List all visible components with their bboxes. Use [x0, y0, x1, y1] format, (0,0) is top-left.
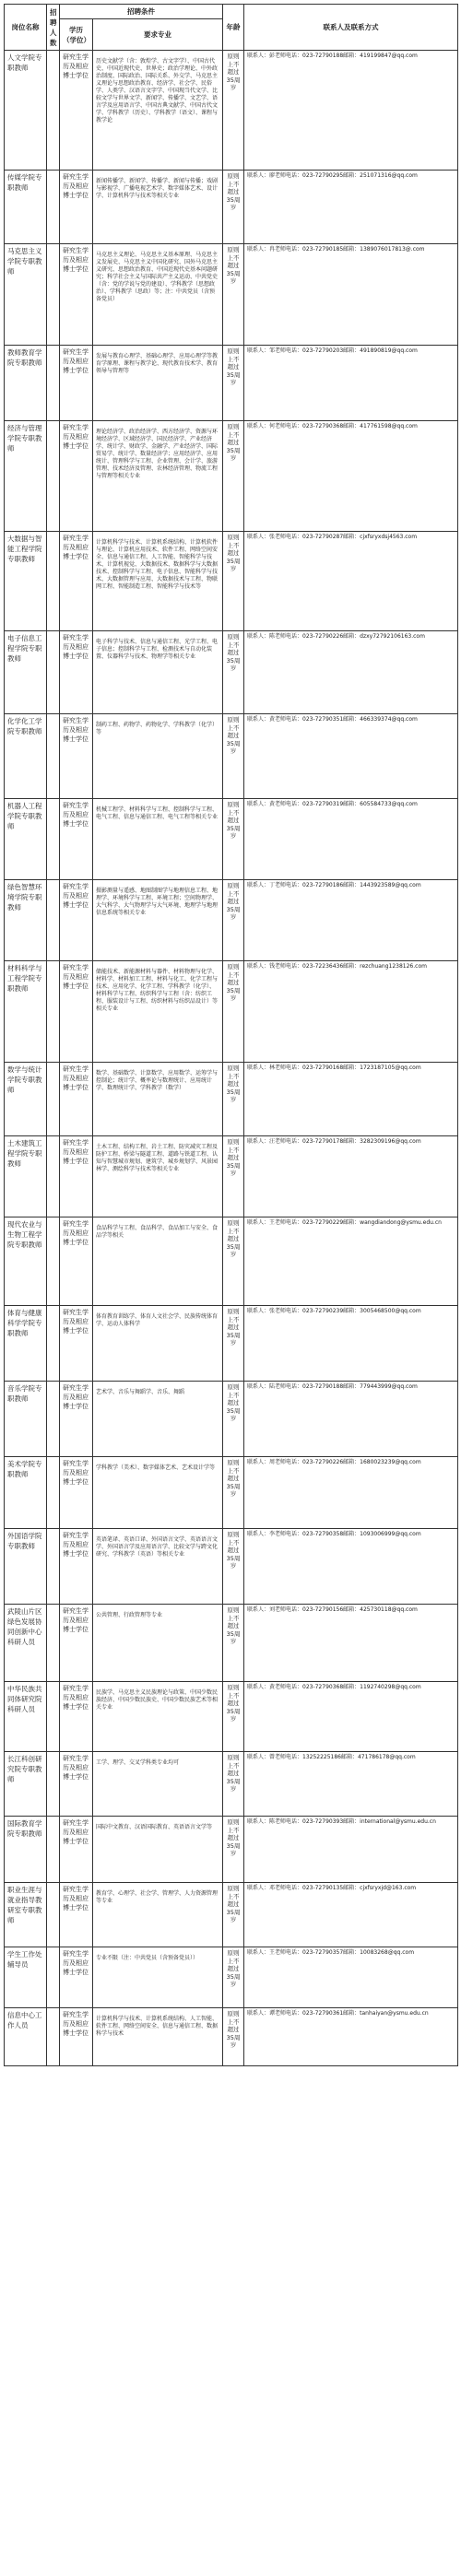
- table-row: [5, 346, 458, 421]
- header-contact: 联系人及联系方式: [244, 5, 458, 51]
- count-cell: [47, 1817, 60, 1883]
- header-conditions: 招聘条件: [60, 5, 223, 19]
- table-row: [5, 1605, 458, 1682]
- table-row: [5, 1382, 458, 1457]
- education-cell: 研究生学历及相应博士学位: [60, 714, 93, 799]
- major-cell: [93, 1752, 223, 1817]
- major-text: 新闻传播学、新闻学、传播学、新闻与传播；戏剧与影视学、广播电视艺术学、数字媒体艺术、设计学、计算机科学与技术等相关专业: [96, 178, 219, 199]
- contact-cell: 联系人：王老师电话：023-72790229邮箱：wangdiandong@ysmu.edu.cn: [244, 1217, 458, 1306]
- position-cell: 信息中心工作人员: [5, 2008, 47, 2066]
- count-cell: [47, 1382, 60, 1457]
- major-text: 公共管理、行政管理等专业: [96, 1612, 163, 1618]
- major-text: 艺术学、音乐与舞蹈学、音乐、舞蹈: [96, 1389, 185, 1395]
- age-cell: 原则上不超过35周岁: [223, 880, 244, 961]
- age-cell: 原则上不超过35周岁: [223, 346, 244, 421]
- major-text: 教育学、心理学、社会学、管理学、人力资源管理等专业: [96, 1890, 219, 1904]
- major-text: 专业不限（注：中共党员（含预备党员））: [96, 1955, 199, 1961]
- education-cell: 研究生学历及相应博士学位: [60, 1883, 93, 1947]
- position-cell: 机器人工程学院专职教师: [5, 799, 47, 880]
- contact-cell: 联系人：陈老师电话：023-72790226邮箱：dzxy72792106163.com: [244, 631, 458, 714]
- major-text: 体育教育训练学、体育人文社会学、民族传统体育学、运动人体科学: [96, 1313, 219, 1327]
- education-cell: 研究生学历及相应博士学位: [60, 1605, 93, 1682]
- position-cell: 电子信息工程学院专职教师: [5, 631, 47, 714]
- position-cell: 经济与管理学院专职教师: [5, 421, 47, 532]
- count-cell: [47, 714, 60, 799]
- count-cell: [47, 2008, 60, 2066]
- table-row: [5, 532, 458, 631]
- table-body: [5, 51, 458, 2066]
- table-row: [5, 1883, 458, 1947]
- count-cell: [47, 1136, 60, 1217]
- table-row: [5, 961, 458, 1063]
- major-cell: [93, 799, 223, 880]
- recruitment-table: [4, 4, 458, 2066]
- position-cell: 中华民族共同体研究院科研人员: [5, 1682, 47, 1752]
- contact-cell: 联系人：黄老师电话：023-72790351邮箱：466339374@qq.com: [244, 714, 458, 799]
- education-cell: 研究生学历及相应博士学位: [60, 1382, 93, 1457]
- position-cell: 化学化工学院专职教师: [5, 714, 47, 799]
- contact-cell: 联系人：黄老师电话：023-72790368邮箱：1192740298@qq.com: [244, 1682, 458, 1752]
- contact-cell: 联系人：何老师电话：023-72790368邮箱：417761598@qq.com: [244, 421, 458, 532]
- position-cell: 外国语学院专职教师: [5, 1529, 47, 1605]
- contact-cell: 联系人：曾老师电话：13252225186邮箱：471786178@qq.com: [244, 1752, 458, 1817]
- age-cell: 原则上不超过35周岁: [223, 1947, 244, 2008]
- major-cell: [93, 631, 223, 714]
- education-cell: 研究生学历及相应博士学位: [60, 244, 93, 346]
- major-cell: [93, 532, 223, 631]
- count-cell: [47, 799, 60, 880]
- contact-cell: 联系人：汪老师电话：023-72790178邮箱：3282309196@qq.com: [244, 1136, 458, 1217]
- major-text: 储能技术、新能源材料与器件、材料物理与化学、材料学、材料加工工程、材料与化工、化学工程与技术、应用化学、化学工程、学科教学（化学）、材料科学与工程、纺织科学与工程（含：纺织工程、服装设计与工程、纺织材料与纺织品设计）等相关专业: [96, 969, 219, 1012]
- major-text: 计算机科学与技术、计算机系统结构、人工智能、软件工程、网络空间安全、信息与通信工程、数据科学与技术: [96, 2016, 219, 2037]
- major-cell: [93, 1457, 223, 1529]
- major-cell: [93, 51, 223, 171]
- count-cell: [47, 631, 60, 714]
- count-cell: [47, 1947, 60, 2008]
- position-cell: 现代农业与生物工程学院专职教师: [5, 1217, 47, 1306]
- header-major: 要求专业: [93, 19, 223, 51]
- education-cell: 研究生学历及相应博士学位: [60, 1136, 93, 1217]
- table-row: [5, 1063, 458, 1136]
- table-row: [5, 1529, 458, 1605]
- major-cell: [93, 1306, 223, 1382]
- position-cell: 土木建筑工程学院专职教师: [5, 1136, 47, 1217]
- header-count: 招聘人数: [47, 5, 60, 51]
- age-cell: 原则上不超过35周岁: [223, 1217, 244, 1306]
- age-cell: 原则上不超过35周岁: [223, 1382, 244, 1457]
- contact-cell: 联系人：王老师电话：023-72790357邮箱：10083268@qq.com: [244, 1947, 458, 2008]
- position-cell: 绿色智慧环境学院专职教师: [5, 880, 47, 961]
- education-cell: 研究生学历及相应博士学位: [60, 346, 93, 421]
- table-row: [5, 51, 458, 171]
- major-text: 理论经济学、政治经济学、西方经济学、资源与环境经济学、区域经济学、国民经济学、产业经济学、统计学、财政学、金融学、产业经济学、国际贸易学、统计学、数量经济学；应用经济学、应用统计、管理科学与工程、企业管理、会计学、旅游管理、技术经济及管理、农林经济管理、物流工程与管理等相关专业: [96, 429, 219, 479]
- position-cell: 音乐学院专职教师: [5, 1382, 47, 1457]
- table-row: [5, 880, 458, 961]
- table-row: [5, 1306, 458, 1382]
- age-cell: 原则上不超过35周岁: [223, 1605, 244, 1682]
- count-cell: [47, 1457, 60, 1529]
- contact-cell: 联系人：张老师电话：023-72790287邮箱：cjxfsryxdsj4563.com: [244, 532, 458, 631]
- major-text: 数学、基础数学、计算数学、应用数学、运筹学与控制论；统计学、概率论与数理统计、应用统计学、数理统计学、学科教学（数学）: [96, 1070, 219, 1091]
- table-row: [5, 631, 458, 714]
- major-cell: [93, 1883, 223, 1947]
- major-cell: [93, 1063, 223, 1136]
- age-cell: 原则上不超过35周岁: [223, 714, 244, 799]
- position-cell: 人文学院专职教师: [5, 51, 47, 171]
- position-cell: 学生工作处辅导员: [5, 1947, 47, 2008]
- count-cell: [47, 346, 60, 421]
- major-cell: [93, 714, 223, 799]
- table-row: [5, 1947, 458, 2008]
- table-row: [5, 1136, 458, 1217]
- major-cell: [93, 1947, 223, 2008]
- major-cell: [93, 880, 223, 961]
- education-cell: 研究生学历及相应博士学位: [60, 1457, 93, 1529]
- count-cell: [47, 1605, 60, 1682]
- table-row: [5, 1682, 458, 1752]
- table-row: [5, 244, 458, 346]
- education-cell: 研究生学历及相应博士学位: [60, 171, 93, 244]
- contact-cell: 联系人：彭老师电话：023-72790188邮箱：419199847@qq.com: [244, 51, 458, 171]
- contact-cell: 联系人：李老师电话：023-72790358邮箱：1093006999@qq.com: [244, 1529, 458, 1605]
- table-row: [5, 799, 458, 880]
- table-row: [5, 1817, 458, 1883]
- contact-cell: 联系人：陈老师电话：023-72790393邮箱：international@ysmu.edu.cn: [244, 1817, 458, 1883]
- education-cell: 研究生学历及相应博士学位: [60, 1752, 93, 1817]
- table-row: [5, 421, 458, 532]
- age-cell: 原则上不超过35周岁: [223, 1306, 244, 1382]
- contact-cell: 联系人：林老师电话：023-72790168邮箱：1723187105@qq.com: [244, 1063, 458, 1136]
- count-cell: [47, 244, 60, 346]
- age-cell: 原则上不超过35周岁: [223, 1136, 244, 1217]
- count-cell: [47, 1883, 60, 1947]
- education-cell: 研究生学历及相应博士学位: [60, 1217, 93, 1306]
- education-cell: 研究生学历及相应博士学位: [60, 631, 93, 714]
- major-text: 机械工程学、材料科学与工程、控制科学与工程、电气工程、信息与通信工程、电气工程等相关专业: [96, 806, 219, 820]
- education-cell: 研究生学历及相应博士学位: [60, 799, 93, 880]
- count-cell: [47, 1682, 60, 1752]
- education-cell: 研究生学历及相应博士学位: [60, 421, 93, 532]
- count-cell: [47, 1752, 60, 1817]
- position-cell: 国际教育学院专职教师: [5, 1817, 47, 1883]
- count-cell: [47, 532, 60, 631]
- contact-cell: 联系人：邓老师电话：023-72790135邮箱：cjxfsryxjd@163.com: [244, 1883, 458, 1947]
- age-cell: 原则上不超过35周岁: [223, 171, 244, 244]
- major-cell: [93, 421, 223, 532]
- header-education: 学历（学位）: [60, 19, 93, 51]
- age-cell: 原则上不超过35周岁: [223, 1752, 244, 1817]
- major-text: 英语笔译、英语口译、外国语言文学、英语语言文学、外国语言学及应用语言学、比较文学与跨文化研究、学科教学（英语）等相关专业: [96, 1536, 219, 1558]
- major-text: 摄影测量与遥感、地图制图学与地理信息工程、地理学、环境科学与工程、环境工程；空间物理学、大气科学、大气物理学与大气环境、地理学与地理信息系统等相关专业: [96, 888, 219, 916]
- education-cell: 研究生学历及相应博士学位: [60, 1063, 93, 1136]
- table-row: [5, 2008, 458, 2066]
- education-cell: 研究生学历及相应博士学位: [60, 532, 93, 631]
- count-cell: [47, 1063, 60, 1136]
- age-cell: 原则上不超过35周岁: [223, 532, 244, 631]
- position-cell: 传媒学院专职教师: [5, 171, 47, 244]
- position-cell: 体育与健康科学学院专职教师: [5, 1306, 47, 1382]
- major-cell: [93, 346, 223, 421]
- major-cell: [93, 2008, 223, 2066]
- age-cell: 原则上不超过35周岁: [223, 244, 244, 346]
- position-cell: 数学与统计学院专职教师: [5, 1063, 47, 1136]
- age-cell: 原则上不超过35周岁: [223, 961, 244, 1063]
- count-cell: [47, 880, 60, 961]
- contact-cell: 联系人：周老师电话：023-72790226邮箱：1680023239@qq.com: [244, 1457, 458, 1529]
- age-cell: 原则上不超过35周岁: [223, 2008, 244, 2066]
- count-cell: [47, 421, 60, 532]
- position-cell: 大数据与智能工程学院专职教师: [5, 532, 47, 631]
- education-cell: 研究生学历及相应博士学位: [60, 1682, 93, 1752]
- education-cell: 研究生学历及相应博士学位: [60, 2008, 93, 2066]
- position-cell: 材料科学与工程学院专职教师: [5, 961, 47, 1063]
- contact-cell: 联系人：廖老师电话：023-72790295邮箱：251071316@qq.com: [244, 171, 458, 244]
- major-text: 国际中文教育、汉语国际教育、英语语言文学等: [96, 1824, 213, 1830]
- age-cell: 原则上不超过35周岁: [223, 1682, 244, 1752]
- contact-cell: 联系人：谭老师电话：023-72790361邮箱：tanhaiyan@ysmu.edu.cn: [244, 2008, 458, 2066]
- count-cell: [47, 961, 60, 1063]
- contact-cell: 联系人：钱老师电话：023-72236436邮箱：rezchuang1238126.com: [244, 961, 458, 1063]
- table-row: [5, 1457, 458, 1529]
- table-row: [5, 714, 458, 799]
- contact-cell: 联系人：黄老师电话：023-72790319邮箱：605584733@qq.com: [244, 799, 458, 880]
- age-cell: 原则上不超过35周岁: [223, 421, 244, 532]
- count-cell: [47, 51, 60, 171]
- major-text: 电子科学与技术、信息与通信工程、光学工程、电子信息；控制科学与工程、检测技术与自动化装置、仪器科学与技术、物理学等相关专业: [96, 639, 219, 660]
- table-row: [5, 171, 458, 244]
- major-cell: [93, 1605, 223, 1682]
- major-text: 工学、理学、交叉学科类专业均可: [96, 1759, 180, 1766]
- major-cell: [93, 1817, 223, 1883]
- major-text: 制药工程、药物学、药物化学、学科教学（化学）等: [96, 722, 219, 735]
- education-cell: 研究生学历及相应博士学位: [60, 1817, 93, 1883]
- header-position: 岗位名称: [5, 5, 47, 51]
- position-cell: 教师教育学院专职教师: [5, 346, 47, 421]
- contact-cell: 联系人：邹老师电话：023-72790203邮箱：491890819@qq.com: [244, 346, 458, 421]
- contact-cell: 联系人：张老师电话：023-72790239邮箱：3005468500@qq.com: [244, 1306, 458, 1382]
- count-cell: [47, 1306, 60, 1382]
- position-cell: 长江科创研究院专职教师: [5, 1752, 47, 1817]
- education-cell: 研究生学历及相应博士学位: [60, 961, 93, 1063]
- major-text: 马克思主义理论、马克思主义基本原理、马克思主义发展史、马克思主义中国化研究、国外马克思主义研究、思想政治教育、中国近现代史基本问题研究；科学社会主义与国际共产主义运动、中共党史（含：党的学说与党的建设）、学科教学（思想政治）、学科教学（思政）等；注：中共党员（含预备党员）: [96, 252, 219, 302]
- education-cell: 研究生学历及相应博士学位: [60, 1947, 93, 2008]
- education-cell: 研究生学历及相应博士学位: [60, 1306, 93, 1382]
- education-cell: 研究生学历及相应博士学位: [60, 880, 93, 961]
- age-cell: 原则上不超过35周岁: [223, 1457, 244, 1529]
- major-cell: [93, 961, 223, 1063]
- major-cell: [93, 1136, 223, 1217]
- table-row: [5, 1752, 458, 1817]
- major-text: 学科教学（美术）、数字媒体艺术、艺术设计学等: [96, 1464, 216, 1471]
- contact-cell: 联系人：冉老师电话：023-72790185邮箱：1389076017813@.com: [244, 244, 458, 346]
- age-cell: 原则上不超过35周岁: [223, 1883, 244, 1947]
- header-age: 年龄: [223, 5, 244, 51]
- major-cell: [93, 1217, 223, 1306]
- major-cell: [93, 1382, 223, 1457]
- education-cell: 研究生学历及相应博士学位: [60, 51, 93, 171]
- position-cell: 马克思主义学院专职教师: [5, 244, 47, 346]
- age-cell: 原则上不超过35周岁: [223, 1529, 244, 1605]
- position-cell: 职业生涯与就业指导教研室专职教师: [5, 1883, 47, 1947]
- position-cell: 美术学院专职教师: [5, 1457, 47, 1529]
- contact-cell: 联系人：陆老师电话：023-72790188邮箱：779443999@qq.com: [244, 1382, 458, 1457]
- count-cell: [47, 1217, 60, 1306]
- major-text: 历史文献学（含：敦煌学、古文字学）、中国古代史、中国近现代史、世界史；政治学理论、中外政治制度、国际政治、国际关系、外交学、马克思主义理论与思想政治教育、经济学、社会学、民俗学、人类学、汉语言文字学、中国现当代文学、比较文学与世界文学、新闻学、传播学、文艺学、语言学及应用语言学、中国古典文献学、中国古代文学、学科教学（历史）、学科教学（语文）、课程与教学论: [96, 58, 219, 124]
- contact-cell: 联系人：刘老师电话：023-72790156邮箱：425730118@qq.com: [244, 1605, 458, 1682]
- major-cell: [93, 1682, 223, 1752]
- major-text: 计算机科学与技术、计算机系统结构、计算机软件与理论、计算机应用技术、软件工程、网络空间安全、信息与通信工程、人工智能、智能科学与技术、计算机视觉、大数据技术、数据科学与大数据技术、控制科学与工程、电子信息、智能科学与技术、大数据管理与应用、大数据技术与工程、物联网工程、智能制造工程、智能科学与技术等: [96, 539, 219, 590]
- age-cell: 原则上不超过35周岁: [223, 631, 244, 714]
- position-cell: 武陵山片区绿色发展协同创新中心科研人员: [5, 1605, 47, 1682]
- major-cell: [93, 244, 223, 346]
- contact-cell: 联系人：丁老师电话：023-72790186邮箱：1443923589@qq.com: [244, 880, 458, 961]
- count-cell: [47, 1529, 60, 1605]
- major-text: 发展与教育心理学、基础心理学、应用心理学等教育学原理、课程与教学论、现代教育技术学、教育领导与管理等: [96, 353, 219, 374]
- age-cell: 原则上不超过35周岁: [223, 1817, 244, 1883]
- major-cell: [93, 171, 223, 244]
- table-row: [5, 1217, 458, 1306]
- major-text: 土木工程、结构工程、岩土工程、防灾减灾工程及防护工程、桥梁与隧道工程、道路与铁道工程、认知与智慧城市规划、建筑学、城乡规划学、风景园林学、测绘科学与技术等相关专业: [96, 1144, 219, 1172]
- education-cell: 研究生学历及相应博士学位: [60, 1529, 93, 1605]
- major-text: 民族学、马克思主义民族理论与政策、中国少数民族经济、中国少数民族史、中国少数民族艺术等相关专业: [96, 1689, 219, 1711]
- count-cell: [47, 171, 60, 244]
- age-cell: 原则上不超过35周岁: [223, 799, 244, 880]
- major-cell: [93, 1529, 223, 1605]
- age-cell: 原则上不超过35周岁: [223, 51, 244, 171]
- age-cell: 原则上不超过35周岁: [223, 1063, 244, 1136]
- major-text: 食品科学与工程、食品科学、食品加工与安全、食品学等相关: [96, 1225, 219, 1239]
